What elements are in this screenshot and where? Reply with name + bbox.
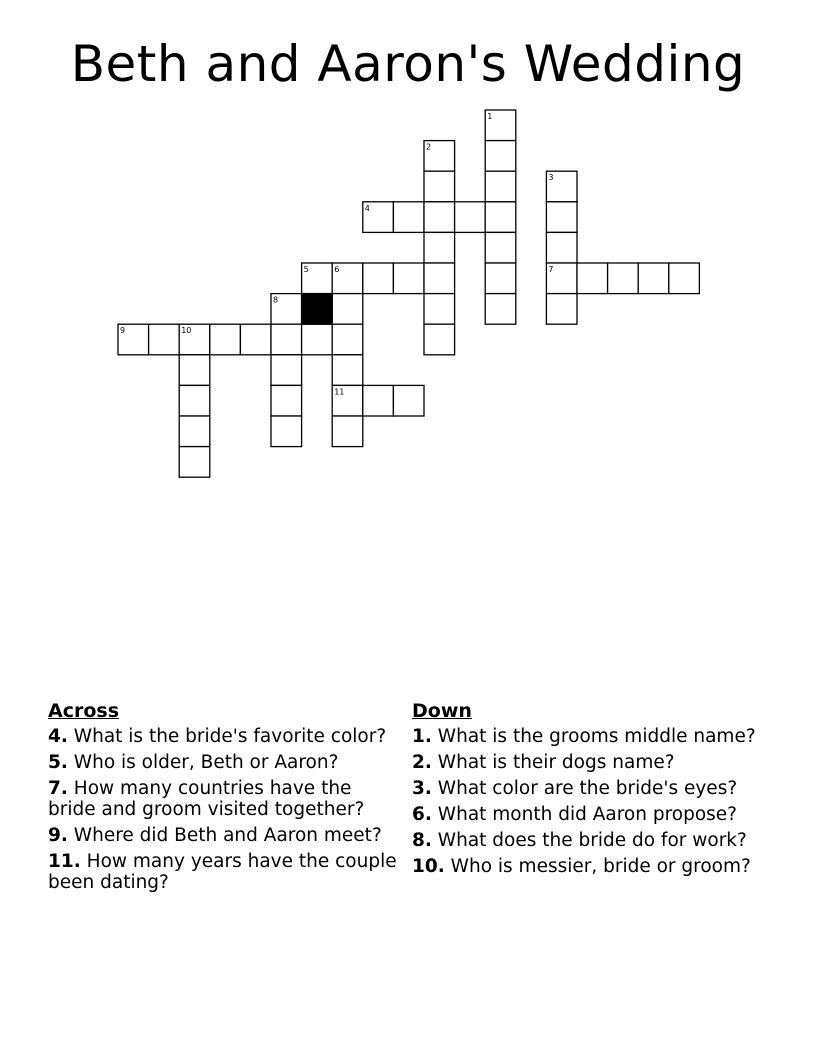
down-clues xyxy=(412,701,762,882)
grid-cell[interactable] xyxy=(485,232,516,263)
cell-number: 1 xyxy=(487,112,493,121)
grid-cell[interactable] xyxy=(332,355,363,386)
crossword-grid[interactable] xyxy=(0,0,816,520)
cell-number: 2 xyxy=(426,142,432,152)
grid-cell-blocked xyxy=(302,294,333,325)
grid-cell[interactable] xyxy=(393,202,424,233)
clue-across-9: 9. Where did Beth and Aaron meet? xyxy=(48,825,382,846)
grid-cell[interactable] xyxy=(424,263,455,294)
cell-number: 3 xyxy=(548,173,554,183)
clue-across-11: 11. How many years have the couple been dating? xyxy=(48,851,397,893)
grid-cell[interactable] xyxy=(424,324,455,355)
cell-number: 8 xyxy=(273,295,279,305)
cell-number: 5 xyxy=(303,265,309,274)
across-heading: Across xyxy=(48,700,120,722)
grid-cell[interactable] xyxy=(363,263,394,294)
grid-cell[interactable] xyxy=(485,263,516,294)
cell-number: 9 xyxy=(120,326,126,336)
grid-cell[interactable] xyxy=(179,447,210,478)
cell-number: 11 xyxy=(334,387,345,397)
grid-cell[interactable] xyxy=(271,324,302,355)
grid-cell[interactable] xyxy=(393,263,424,294)
grid-cell[interactable] xyxy=(546,202,577,233)
clue-down-8: 8. What does the bride do for work? xyxy=(412,830,747,851)
grid-cell[interactable] xyxy=(424,171,455,202)
grid-cell[interactable] xyxy=(546,232,577,263)
grid-cell[interactable] xyxy=(424,232,455,263)
grid-cell[interactable] xyxy=(332,324,363,355)
down-heading: Down xyxy=(412,700,472,722)
puzzle-title: Beth and Aaron's Wedding xyxy=(70,35,746,93)
grid-cell[interactable] xyxy=(577,263,608,294)
grid-cell[interactable] xyxy=(363,385,394,416)
grid-cell[interactable] xyxy=(424,202,455,233)
clue-down-6: 6. What month did Aaron propose? xyxy=(412,804,737,825)
clue-across-5: 5. Who is older, Beth or Aaron? xyxy=(48,752,339,773)
grid-cell[interactable] xyxy=(485,141,516,172)
grid-cell[interactable] xyxy=(393,385,424,416)
grid-cell[interactable] xyxy=(240,324,271,355)
grid-cell[interactable] xyxy=(149,324,180,355)
grid-cell[interactable] xyxy=(669,263,700,294)
cell-number: 4 xyxy=(364,203,370,213)
grid-cell[interactable] xyxy=(485,294,516,325)
clue-across-4: 4. What is the bride's favorite color? xyxy=(48,726,387,747)
clue-down-10: 10. Who is messier, bride or groom? xyxy=(412,856,751,877)
clue-across-7: 7. How many countries have the bride and groom visited together? xyxy=(48,778,365,820)
grid-cell[interactable] xyxy=(271,355,302,386)
grid-cell[interactable] xyxy=(332,294,363,325)
clue-down-1: 1. What is the grooms middle name? xyxy=(412,726,756,747)
grid-cell[interactable] xyxy=(424,294,455,325)
grid-cell[interactable] xyxy=(271,385,302,416)
grid-cell[interactable] xyxy=(455,202,486,233)
grid-cell[interactable] xyxy=(271,416,302,447)
cell-number: 10 xyxy=(181,326,192,336)
cell-number: 7 xyxy=(548,265,554,274)
grid-cell[interactable] xyxy=(179,385,210,416)
clue-down-2: 2. What is their dogs name? xyxy=(412,752,675,773)
across-clues xyxy=(48,701,398,898)
grid-cell[interactable] xyxy=(608,263,639,294)
grid-cell[interactable] xyxy=(332,416,363,447)
grid-cell[interactable] xyxy=(302,324,333,355)
grid-cell[interactable] xyxy=(179,355,210,386)
grid-cell[interactable] xyxy=(638,263,669,294)
grid-cell[interactable] xyxy=(485,171,516,202)
grid-cell[interactable] xyxy=(546,294,577,325)
grid-cell[interactable] xyxy=(485,202,516,233)
grid-cell[interactable] xyxy=(210,324,241,355)
cell-number: 6 xyxy=(334,265,340,274)
grid-cell[interactable] xyxy=(179,416,210,447)
clue-down-3: 3. What color are the bride's eyes? xyxy=(412,778,738,799)
